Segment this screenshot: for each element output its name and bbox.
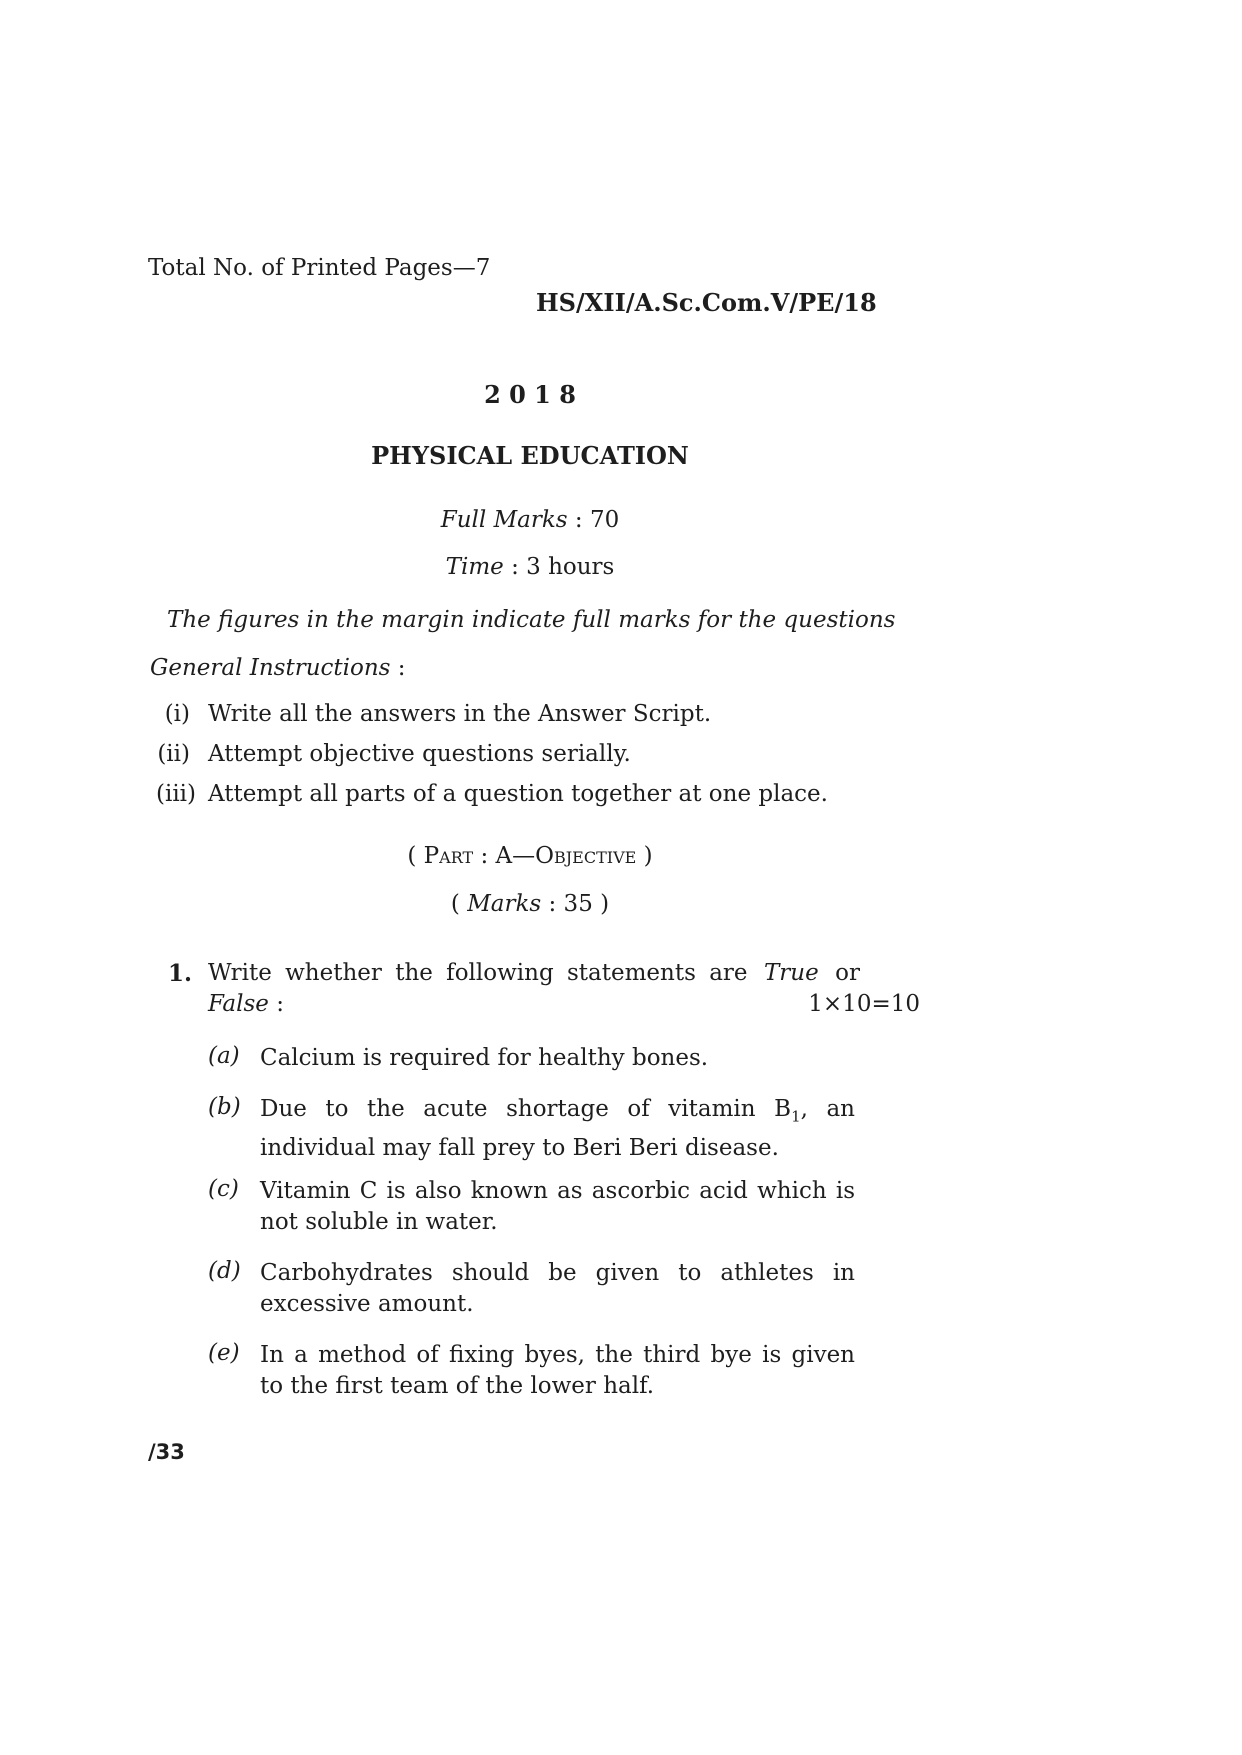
- false-word: False: [208, 991, 269, 1017]
- instructions-heading-colon: :: [390, 655, 406, 681]
- part-marks-value: : 35 ): [541, 891, 610, 917]
- or-word: or: [835, 960, 860, 986]
- false-suffix: :: [268, 991, 284, 1017]
- margin-note: The figures in the margin indicate full marks for the questions: [167, 607, 896, 633]
- time-label: Time: [445, 554, 504, 580]
- instruction-text: Write all the answers in the Answer Script.: [208, 701, 712, 727]
- exam-time: [150, 554, 910, 580]
- part-title-close: ): [636, 843, 653, 869]
- full-marks-value: : 70: [567, 507, 620, 533]
- instructions-heading: [150, 655, 406, 681]
- exam-subject: PHYSICAL EDUCATION: [371, 441, 689, 470]
- question-prompt-line: [208, 960, 860, 986]
- statement-text-before: Due to the acute shortage of vitamin B: [260, 1096, 792, 1122]
- instructions-heading-label: General Instructions: [150, 655, 391, 681]
- instruction-text: Attempt all parts of a question together at one place.: [208, 781, 828, 807]
- question-marks: 1×10=10: [808, 991, 920, 1017]
- statement-text: [260, 1094, 855, 1164]
- true-word: True: [763, 960, 819, 986]
- statement-text: Vitamin C is also known as ascorbic acid which is not soluble in water.: [260, 1178, 855, 1235]
- statement-letter: (e): [208, 1340, 240, 1366]
- time-value: : 3 hours: [503, 554, 615, 580]
- statement-letter: (b): [208, 1094, 241, 1120]
- statement-letter: (a): [208, 1043, 240, 1069]
- instruction-text: Attempt objective questions serially.: [208, 741, 631, 767]
- exam-year: 2 0 1 8: [484, 380, 576, 409]
- statement-text: In a method of fixing byes, the third bye is given to the first team of the lower half.: [260, 1342, 855, 1399]
- statement-text: Carbohydrates should be given to athletes in excessive amount.: [260, 1260, 855, 1317]
- part-marks: [150, 891, 910, 917]
- instruction-number: (ii): [157, 741, 190, 767]
- question-prompt-line2: [208, 991, 284, 1017]
- instruction-number: (iii): [156, 781, 197, 807]
- statement-letter: (d): [208, 1258, 241, 1284]
- statement-letter: (c): [208, 1176, 239, 1202]
- part-title: [150, 843, 910, 869]
- statement-text-after: , an individual may fall prey to Beri Beri disease.: [260, 1096, 855, 1161]
- question-prompt-prefix: Write whether the following statements are: [208, 960, 748, 986]
- part-title-mid: : A—: [473, 843, 536, 869]
- part-title-part: Part: [423, 843, 474, 869]
- statement-text: Calcium is required for healthy bones.: [260, 1045, 709, 1071]
- instruction-number: (i): [164, 701, 190, 727]
- paper-code: HS/XII/A.Sc.Com.V/PE/18: [536, 288, 877, 317]
- total-pages-note: Total No. of Printed Pages—7: [148, 255, 491, 281]
- part-marks-open: (: [450, 891, 468, 917]
- page-code: /33: [148, 1440, 185, 1464]
- part-title-open: (: [407, 843, 424, 869]
- full-marks: [150, 507, 910, 533]
- question-number: 1.: [168, 960, 193, 987]
- full-marks-label: Full Marks: [440, 507, 568, 533]
- part-title-objective: Objective: [535, 843, 637, 869]
- statement-subscript: 1: [791, 1107, 801, 1126]
- part-marks-label: Marks: [467, 891, 542, 917]
